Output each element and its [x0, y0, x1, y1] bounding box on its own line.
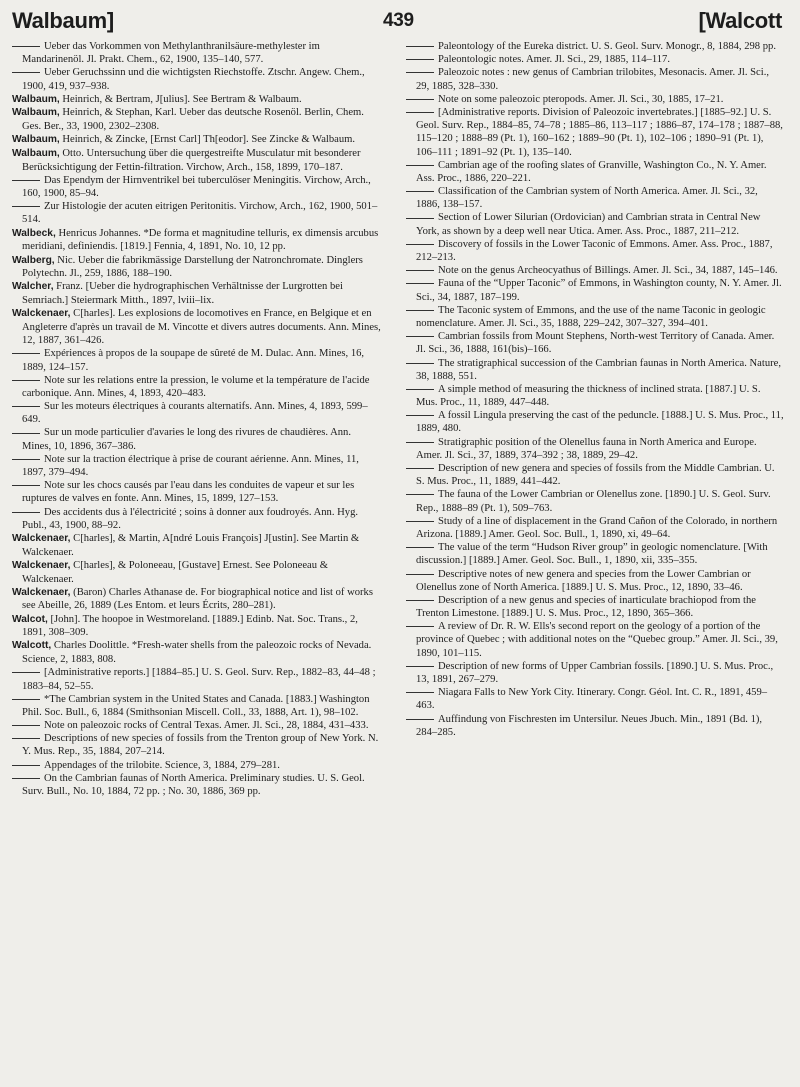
bibliography-entry	[12, 400, 382, 426]
entry-text: Niagara Falls to New York City. Itinerary. Congr. Géol. Int. C. R., 1891, 459–463.	[416, 687, 768, 712]
bibliography-entry	[406, 541, 784, 567]
ditto-dash	[406, 218, 434, 219]
entry-text: Heinrich, & Zincke, [Ernst Carl] Th[eodor]. See Zincke & Walbaum.	[59, 134, 356, 146]
ditto-dash	[406, 574, 434, 575]
left-column	[12, 40, 382, 798]
bibliography-entry	[12, 280, 382, 307]
bibliography-entry	[12, 759, 382, 772]
ditto-dash	[406, 363, 434, 364]
ditto-dash	[406, 692, 434, 693]
page-number: 439	[383, 10, 414, 31]
bibliography-entry	[12, 40, 382, 66]
entry-author: Walbaum,	[12, 148, 60, 159]
bibliography-entry	[406, 436, 784, 462]
ditto-dash	[12, 699, 40, 700]
entry-text: C[harles], & Poloneeau, [Gustave] Ernest. See Poloneeau & Walckenaer.	[22, 559, 328, 585]
entry-text: Note sur la traction électrique à prise de courant aérienne. Ann. Mines, 11, 1897, 379–494.	[22, 453, 359, 478]
running-header	[0, 0, 800, 36]
ditto-dash	[406, 442, 434, 443]
bibliography-entry	[12, 732, 382, 758]
bibliography-entry	[406, 357, 784, 383]
bibliography-entry	[406, 462, 784, 488]
ditto-dash	[406, 719, 434, 720]
ditto-dash	[12, 46, 40, 47]
bibliography-entry	[12, 532, 382, 559]
bibliography-entry	[406, 277, 784, 303]
bibliography-entry	[406, 594, 784, 620]
entry-text: Ueber das Vorkommen von Methylanthranilsäure-methylester im Mandarinenöl. Jl. Prakt. Chem., 62, 1900, 135–140, 577.	[22, 41, 320, 66]
bibliography-entry	[12, 254, 382, 281]
entry-text: Expériences à propos de la soupape de sûreté de M. Dulac. Ann. Mines, 16, 1889, 124–157.	[22, 348, 365, 373]
ditto-dash	[406, 270, 434, 271]
entry-text: Note sur les chocs causés par l'eau dans les conduites de vapeur et sur les ruptures de valves en fonte. Ann. Mines, 15, 1899, 127–153.	[22, 480, 355, 505]
ditto-dash	[406, 59, 434, 60]
bibliography-entry	[406, 159, 784, 185]
entry-text: Note on some paleozoic pteropods. Amer. Jl. Sci., 30, 1885, 17–21.	[438, 93, 724, 105]
bibliography-entry	[406, 93, 784, 106]
entry-author: Walbeck,	[12, 227, 56, 239]
right-column	[406, 40, 784, 739]
ditto-dash	[406, 310, 434, 311]
entry-text: Study of a line of displacement in the Grand Cañon of the Colorado, in northern Arizona. [1889.] Amer. Geol. Soc. Bull., 1, 1890, xi, 49–64.	[416, 515, 778, 540]
bibliography-entry	[12, 693, 382, 719]
ditto-dash	[406, 415, 434, 416]
ditto-dash	[406, 666, 434, 667]
header-right: [Walcott	[698, 8, 782, 33]
ditto-dash	[12, 765, 40, 766]
ditto-dash	[406, 547, 434, 548]
bibliography-entry	[12, 307, 382, 347]
entry-text: Section of Lower Silurian (Ordovician) and Cambrian strata in Central New York, as shown by a deep well near Utica. Amer. Ass. Proc., 1887, 211–212.	[416, 212, 761, 237]
entry-text: Appendages of the trilobite. Science, 3, 1884, 279–281.	[44, 759, 280, 771]
entry-text: Cambrian fossils from Mount Stephens, North-west Territory of Canada. Amer. Jl. Sci., 36, 1888, 161(bis)–166.	[416, 331, 775, 356]
entry-text: Classification of the Cambrian system of North America. Amer. Jl. Sci., 32, 1886, 138–157.	[416, 186, 758, 211]
ditto-dash	[406, 521, 434, 522]
entry-text: Description of new genera and species of fossils from the Middle Cambrian. U. S. Mus. Proc., 11, 1889, 441–442.	[416, 463, 775, 488]
entry-text: Das Ependym der Hirnventrikel bei tuberculöser Meningitis. Virchow, Arch., 160, 1900, 85–94.	[22, 174, 371, 200]
ditto-dash	[406, 494, 434, 495]
entry-text: The value of the term “Hudson River group” in geologic nomenclature. [With discussion.] [1889.] Amer. Geol. Soc. Bull., 1, 1890, xii, 335–355.	[416, 542, 768, 567]
bibliography-entry	[12, 66, 382, 92]
bibliography-entry	[406, 383, 784, 409]
bibliography-entry	[12, 347, 382, 373]
entry-author: Walbaum,	[12, 93, 60, 105]
bibliography-entry	[406, 330, 784, 356]
bibliography-entry	[12, 133, 382, 147]
entry-text: [Administrative reports. Division of Paleozoic invertebrates.] [1885–92.] U. S. Geol. Surv. Rep., 1884–85, 74–78 ; 1885–86, 113–117 ; 1886–87, 174–178 ; 1887–88, 115–120 ; 1888–89 (Pt. 1), 160–162 ; 1889–90 (Pt. 1), 102–106 ; 1890–91 (Pt. 1), 106–111 ; 1891–92 (Pt. 1), 135–140.	[416, 106, 783, 158]
bibliography-entry	[12, 479, 382, 505]
ditto-dash	[12, 180, 40, 181]
entry-text: C[harles]. Les explosions de locomotives en France, en Belgique et en Angleterre d'après un travail de M. Vincotte et divers autres documents. Ann. Mines, 12, 1887, 361–426.	[22, 308, 381, 347]
bibliography-entry	[12, 506, 382, 532]
bibliography-entry	[406, 304, 784, 330]
entry-text: Nic. Ueber die fabrikmässige Darstellung der Natronchromate. Dinglers Polytechn. Jl., 259, 1886, 188–190.	[22, 254, 363, 280]
bibliography-entry	[12, 586, 382, 613]
ditto-dash	[12, 672, 40, 673]
entry-text: Note on paleozoic rocks of Central Texas. Amer. Jl. Sci., 28, 1884, 431–433.	[44, 720, 369, 732]
entry-text: Paleontologic notes. Amer. Jl. Sci., 29, 1885, 114–117.	[438, 54, 670, 66]
entry-text: Note on the genus Archeocyathus of Billings. Amer. Jl. Sci., 34, 1887, 145–146.	[438, 265, 778, 277]
ditto-dash	[12, 380, 40, 381]
bibliography-entry	[406, 185, 784, 211]
ditto-dash	[406, 72, 434, 73]
bibliography-entry	[12, 147, 382, 174]
entry-text: [John]. The hoopoe in Westmoreland. [1889.] Edinb. Nat. Soc. Trans., 2, 1891, 308–309.	[22, 613, 358, 639]
entry-text: Paleontology of the Eureka district. U. S. Geol. Surv. Monogr., 8, 1884, 298 pp.	[438, 41, 776, 52]
entry-text: A simple method of measuring the thickness of inclined strata. [1887.] U. S. Mus. Proc., 11, 1889, 447–448.	[416, 383, 761, 409]
ditto-dash	[406, 99, 434, 100]
entry-text: [Administrative reports.] [1884–85.] U. S. Geol. Surv. Rep., 1882–83, 44–48 ; 1883–84, 52–55.	[22, 667, 376, 692]
bibliography-entry	[12, 772, 382, 798]
ditto-dash	[406, 389, 434, 390]
entry-text: C[harles], & Martin, A[ndré Louis François] J[ustin]. See Martin & Walckenaer.	[22, 532, 360, 558]
header-left: Walbaum]	[12, 8, 114, 33]
entry-text: Sur les moteurs électriques à courants alternatifs. Ann. Mines, 4, 1893, 599–649.	[22, 401, 368, 426]
bibliography-entry	[12, 106, 382, 133]
ditto-dash	[406, 112, 434, 113]
bibliography-entry	[406, 686, 784, 712]
ditto-dash	[12, 206, 40, 207]
bibliography-entry	[406, 713, 784, 739]
entry-text: *The Cambrian system in the United States and Canada. [1883.] Washington Phil. Soc. Bull., 6, 1884 (Smithsonian Miscell. Coll., 33, 1888, Art. 1), 98–102.	[22, 693, 370, 718]
bibliography-entry	[12, 453, 382, 479]
entry-text: Description of a new genus and species of inarticulate brachiopod from the Trenton Limestone. [1889.] U. S. Mus. Proc., 12, 1890, 365–366.	[416, 594, 756, 620]
entry-text: Descriptive notes of new genera and species from the Lower Cambrian or Olenellus zone of North America. [1889.] U. S. Mus. Proc., 12, 1890, 33–46.	[416, 568, 751, 593]
ditto-dash	[12, 738, 40, 739]
entry-text: Heinrich, & Stephan, Karl. Ueber das deutsche Rosenöl. Berlin, Chem. Ges. Ber., 33, 1900, 2302–2308.	[22, 107, 364, 133]
entry-author: Walckenaer,	[12, 308, 71, 320]
bibliography-entry	[406, 515, 784, 541]
ditto-dash	[406, 244, 434, 245]
entry-text: Charles Doolittle. *Fresh-water shells from the paleozoic rocks of Nevada. Science, 2, 1883, 808.	[22, 640, 372, 666]
bibliography-entry	[12, 666, 382, 692]
entry-text: Cambrian age of the roofing slates of Granville, Washington Co., N. Y. Amer. Ass. Proc., 1886, 220–221.	[416, 159, 767, 184]
bibliography-entry	[406, 568, 784, 594]
ditto-dash	[12, 725, 40, 726]
bibliography-entry	[12, 174, 382, 200]
entry-text: On the Cambrian faunas of North America. Preliminary studies. U. S. Geol. Surv. Bull., No. 10, 1884, 72 pp. ; No. 30, 1886, 369 pp.	[22, 772, 365, 797]
entry-text: The Taconic system of Emmons, and the use of the name Taconic in geologic nomenclature. Amer. Jl. Sci., 35, 1888, 229–242, 307–327, 394–401.	[416, 304, 766, 329]
ditto-dash	[12, 72, 40, 73]
entry-text: Otto. Untersuchung über die quergestreifte Musculatur mit besonderer Berücksichtigung der Fettin-filtration. Virchow, Arch., 158, 1899, 170–187.	[22, 148, 361, 173]
bibliography-entry	[406, 53, 784, 66]
bibliography-entry	[12, 374, 382, 400]
entry-author: Walbaum,	[12, 107, 60, 119]
bibliography-entry	[12, 639, 382, 666]
bibliography-entry	[12, 613, 382, 640]
entry-text: Discovery of fossils in the Lower Taconic of Emmons. Amer. Ass. Proc., 1887, 212–213.	[416, 238, 773, 263]
bibliography-entry	[12, 559, 382, 586]
ditto-dash	[12, 485, 40, 486]
ditto-dash	[12, 406, 40, 407]
entry-text: Auffindung von Fischresten im Untersilur. Neues Jbuch. Min., 1891 (Bd. 1), 284–285.	[416, 713, 763, 738]
ditto-dash	[406, 165, 434, 166]
ditto-dash	[406, 626, 434, 627]
entry-author: Walckenaer,	[12, 586, 71, 598]
ditto-dash	[12, 353, 40, 354]
ditto-dash	[406, 600, 434, 601]
entry-text: Descriptions of new species of fossils from the Trenton group of New York. N. Y. Mus. Rep., 35, 1884, 207–214.	[22, 733, 379, 758]
entry-author: Walberg,	[12, 254, 55, 266]
entry-text: Franz. [Ueber die hydrographischen Verhältnisse der Lurgrotten bei Semriach.] Steiermark Mitth., 1897, lviii–lix.	[22, 281, 343, 307]
entry-text: (Baron) Charles Athanase de. For biographical notice and list of works see Abeille, 26, 1889 (Les Entom. et leurs Écrits, 280–281).	[22, 586, 373, 612]
ditto-dash	[406, 191, 434, 192]
ditto-dash	[12, 778, 40, 779]
bibliography-entry	[406, 620, 784, 660]
bibliography-entry	[406, 238, 784, 264]
bibliography-entry	[406, 40, 784, 53]
entry-text: Stratigraphic position of the Olenellus fauna in North America and Europe. Amer. Jl. Sci., 37, 1889, 374–392 ; 38, 1889, 29–42.	[416, 436, 757, 461]
entry-text: The fauna of the Lower Cambrian or Olenellus zone. [1890.] U. S. Geol. Surv. Rep., 1888–89 (Pt. 1), 509–763.	[416, 489, 771, 514]
bibliography-entry	[12, 93, 382, 107]
ditto-dash	[12, 459, 40, 460]
entry-text: The stratigraphical succession of the Cambrian faunas in North America. Nature, 38, 1888, 551.	[416, 357, 782, 382]
entry-text: Paleozoic notes : new genus of Cambrian trilobites, Mesonacis. Amer. Jl. Sci., 29, 1885, 328–330.	[416, 67, 769, 92]
ditto-dash	[406, 283, 434, 284]
bibliography-entry	[406, 211, 784, 237]
entry-text: Heinrich, & Bertram, J[ulius]. See Bertram & Walbaum.	[59, 93, 302, 105]
bibliography-entry	[406, 264, 784, 277]
bibliography-entry	[12, 200, 382, 226]
entry-text: A review of Dr. R. W. Ells's second report on the geology of a portion of the province of Quebec ; with additional notes on the “Quebec group.” Amer. Jl. Sci., 39, 1890, 101–115.	[416, 621, 778, 659]
bibliography-entry	[406, 488, 784, 514]
entry-text: Description of new forms of Upper Cambrian fossils. [1890.] U. S. Mus. Proc., 13, 1891, 267–279.	[416, 660, 774, 685]
bibliography-entry	[406, 660, 784, 686]
entry-author: Walckenaer,	[12, 559, 71, 571]
bibliography-entry	[12, 426, 382, 452]
bibliography-entry	[406, 106, 784, 159]
bibliography-entry	[12, 227, 382, 254]
bibliography-entry	[12, 719, 382, 732]
entry-text: Fauna of the “Upper Taconic” of Emmons, in Washington county, N. Y. Amer. Jl. Sci., 34, 1887, 187–199.	[416, 278, 782, 303]
ditto-dash	[406, 468, 434, 469]
entry-author: Walcher,	[12, 281, 54, 293]
entry-text: Henricus Johannes. *De forma et magnitudine telluris, ex dimensis arcubus meridiani, definiendis. [1819.] Fennia, 4, 1891, No. 10, 12 pp.	[22, 227, 379, 253]
ditto-dash	[12, 512, 40, 513]
entry-text: Ueber Geruchssinn und die wichtigsten Riechstoffe. Ztschr. Angew. Chem., 1900, 419, 937–938.	[22, 67, 365, 92]
entry-text: Zur Histologie der acuten eitrigen Peritonitis. Virchow, Arch., 162, 1900, 501–514.	[22, 201, 378, 226]
entry-author: Walckenaer,	[12, 532, 71, 544]
entry-text: A fossil Lingula preserving the cast of the peduncle. [1888.] U. S. Mus. Proc., 11, 1889, 480.	[416, 410, 784, 435]
bibliography-entry	[406, 409, 784, 435]
entry-text: Des accidents dus à l'électricité ; soins à donner aux foudroyés. Ann. Hyg. Publ., 43, 1900, 88–92.	[22, 506, 359, 531]
ditto-dash	[12, 433, 40, 434]
entry-text: Sur un mode particulier d'avaries le long des rivures de chaudières. Ann. Mines, 10, 1896, 367–386.	[22, 427, 351, 452]
entry-author: Walcot,	[12, 613, 48, 625]
ditto-dash	[406, 46, 434, 47]
entry-text: Note sur les relations entre la pression, le volume et la température de l'acide carbonique. Ann. Mines, 4, 1893, 420–483.	[22, 374, 370, 399]
entry-author: Walcott,	[12, 640, 52, 652]
ditto-dash	[406, 336, 434, 337]
entry-author: Walbaum,	[12, 134, 60, 146]
bibliography-entry	[406, 66, 784, 92]
